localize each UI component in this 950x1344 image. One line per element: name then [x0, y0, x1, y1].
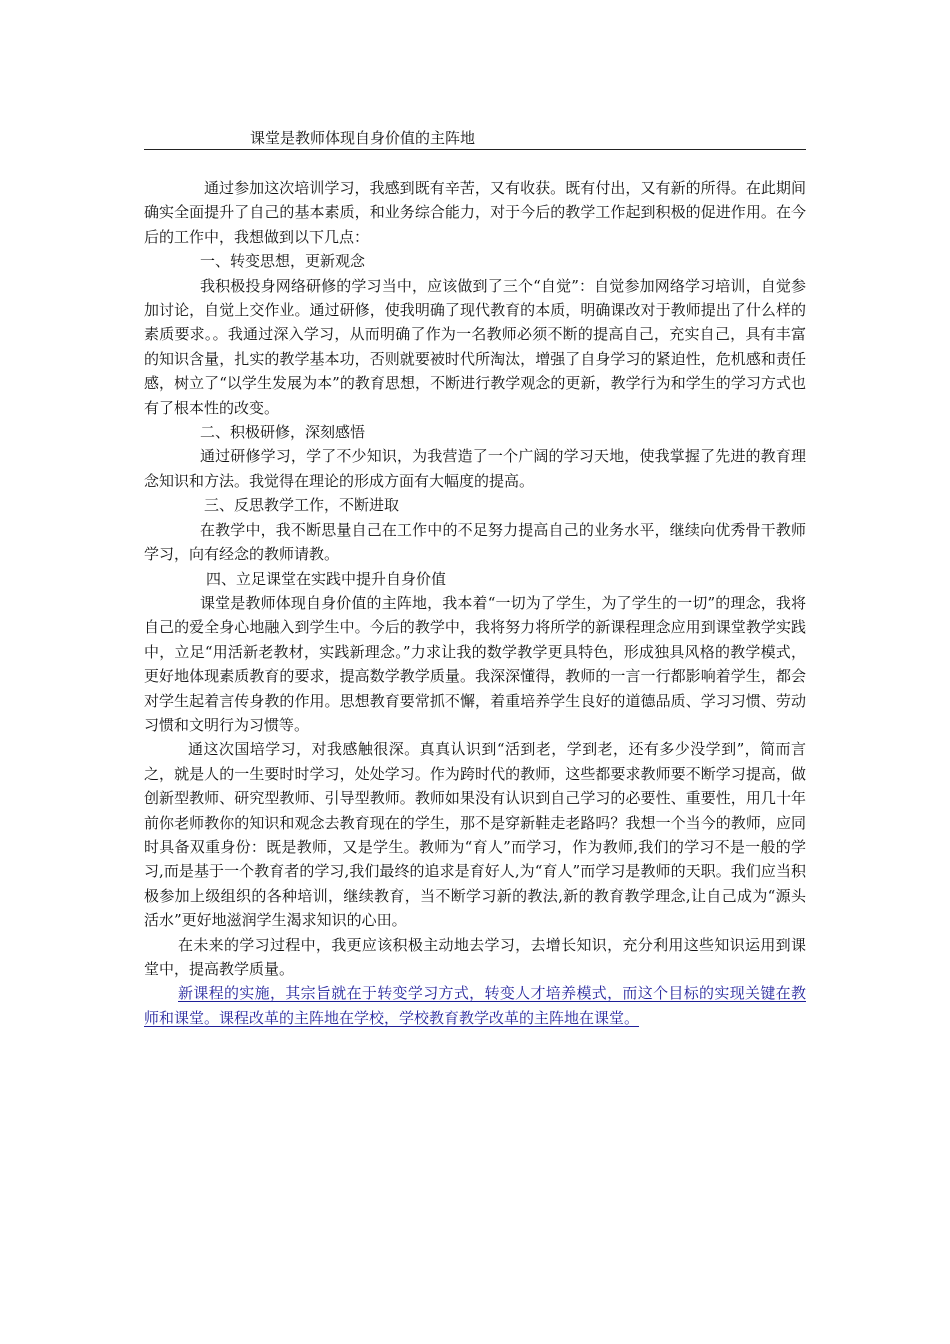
section-paragraph-3: 在教学中，我不断思量自己在工作中的不足努力提高自己的业务水平，继续向优秀骨干教师学习，向有经念的教师请教。	[144, 520, 806, 564]
intro-paragraph: 通过参加这次培训学习，我感到既有辛苦，又有收获。既有付出，又有新的所得。在此期间确实全面提升了自己的基本素质，和业务综合能力，对于今后的教学工作起到积极的促进作用。在今后的工作中，我想做到以下几点：	[144, 179, 806, 246]
curriculum-reform-link[interactable]: 新课程的实施，其宗旨就在于转变学习方式，转变人才培养模式，而这个目标的实现关键在教师和课堂。课程改革的主阵地在学校，学校教育教学改革的主阵地在课堂。	[144, 984, 806, 1027]
reflection-paragraph: 通这次国培学习，对我感触很深。真真认识到“活到老，学到老，还有多少没学到”，简而言之，就是人的一生要时时学习，处处学习。作为跨时代的教师，这些都要求教师要不断学习提高，做创新型教师、研究型教师、引导型教师。教师如果没有认识到自己学习的必要性、重要性，用几十年前你老师教你的知识和观念去教育现在的学生，那不是穿新鞋走老路吗？我想一个当今的教师，应同时具备双重身份：既是教师，又是学生。教师为“育人”而学习，作为教师,我们的学习不是一般的学习,而是基于一个教育者的学习,我们最终的追求是育好人,为“育人”而学习是教师的天职。我们应当积极参加上级组织的各种培训，继续教育，当不断学习新的教法,新的教育教学理念,让自己成为“源头活水”更好地滋润学生渴求知识的心田。	[144, 740, 806, 930]
closing-link-paragraph	[144, 981, 806, 1030]
section-paragraph-4: 课堂是教师体现自身价值的主阵地，我本着“一切为了学生，为了学生的一切”的理念，我将自己的爱全身心地融入到学生中。今后的教学中，我将努力将所学的新课程理念应用到课堂教学实践中，立足“用活新老教材，实践新理念。”力求让我的数学教学更具特色，形成独具风格的教学模式，更好地体现素质教育的要求，提高数学教学质量。我深深懂得，教师的一言一行都影响着学生，都会对学生起着言传身教的作用。思想教育要常抓不懈，着重培养学生良好的道德品质、学习习惯、劳动习惯和文明行为习惯等。	[144, 593, 806, 734]
section-heading-1: 一、转变思想，更新观念	[200, 252, 366, 271]
section-heading-2: 二、积极研修，深刻感悟	[200, 423, 366, 442]
section-heading-4: 四、立足课堂在实践中提升自身价值	[206, 569, 447, 588]
section-paragraph-1: 我积极投身网络研修的学习当中，应该做到了三个“自觉”：自觉参加网络学习培训，自觉参加讨论，自觉上交作业。通过研修，使我明确了现代教育的本质，明确课改对于教师提出了什么样的素质要求。。我通过深入学习，从而明确了作为一名教师必须不断的提高自己，充实自己，具有丰富的知识含量，扎实的教学基本功，否则就要被时代所淘汰，增强了自身学习的紧迫性，危机感和责任感，树立了“以学生发展为本”的教育思想，不断进行教学观念的更新，教学行为和学生的学习方式也有了根本性的改变。	[144, 276, 806, 417]
document-body	[144, 176, 806, 1030]
section-heading-3: 三、反思教学工作，不断进取	[204, 496, 400, 515]
section-paragraph-2: 通过研修学习，学了不少知识，为我营造了一个广阔的学习天地，使我掌握了先进的教育理念知识和方法。我觉得在理论的形成方面有大幅度的提高。	[144, 447, 806, 490]
future-paragraph: 在未来的学习过程中，我更应该积极主动地去学习，去增长知识，充分利用这些知识运用到课堂中，提高教学质量。	[144, 935, 806, 978]
header-divider	[144, 149, 806, 150]
page-header-title: 课堂是教师体现自身价值的主阵地	[250, 129, 476, 147]
